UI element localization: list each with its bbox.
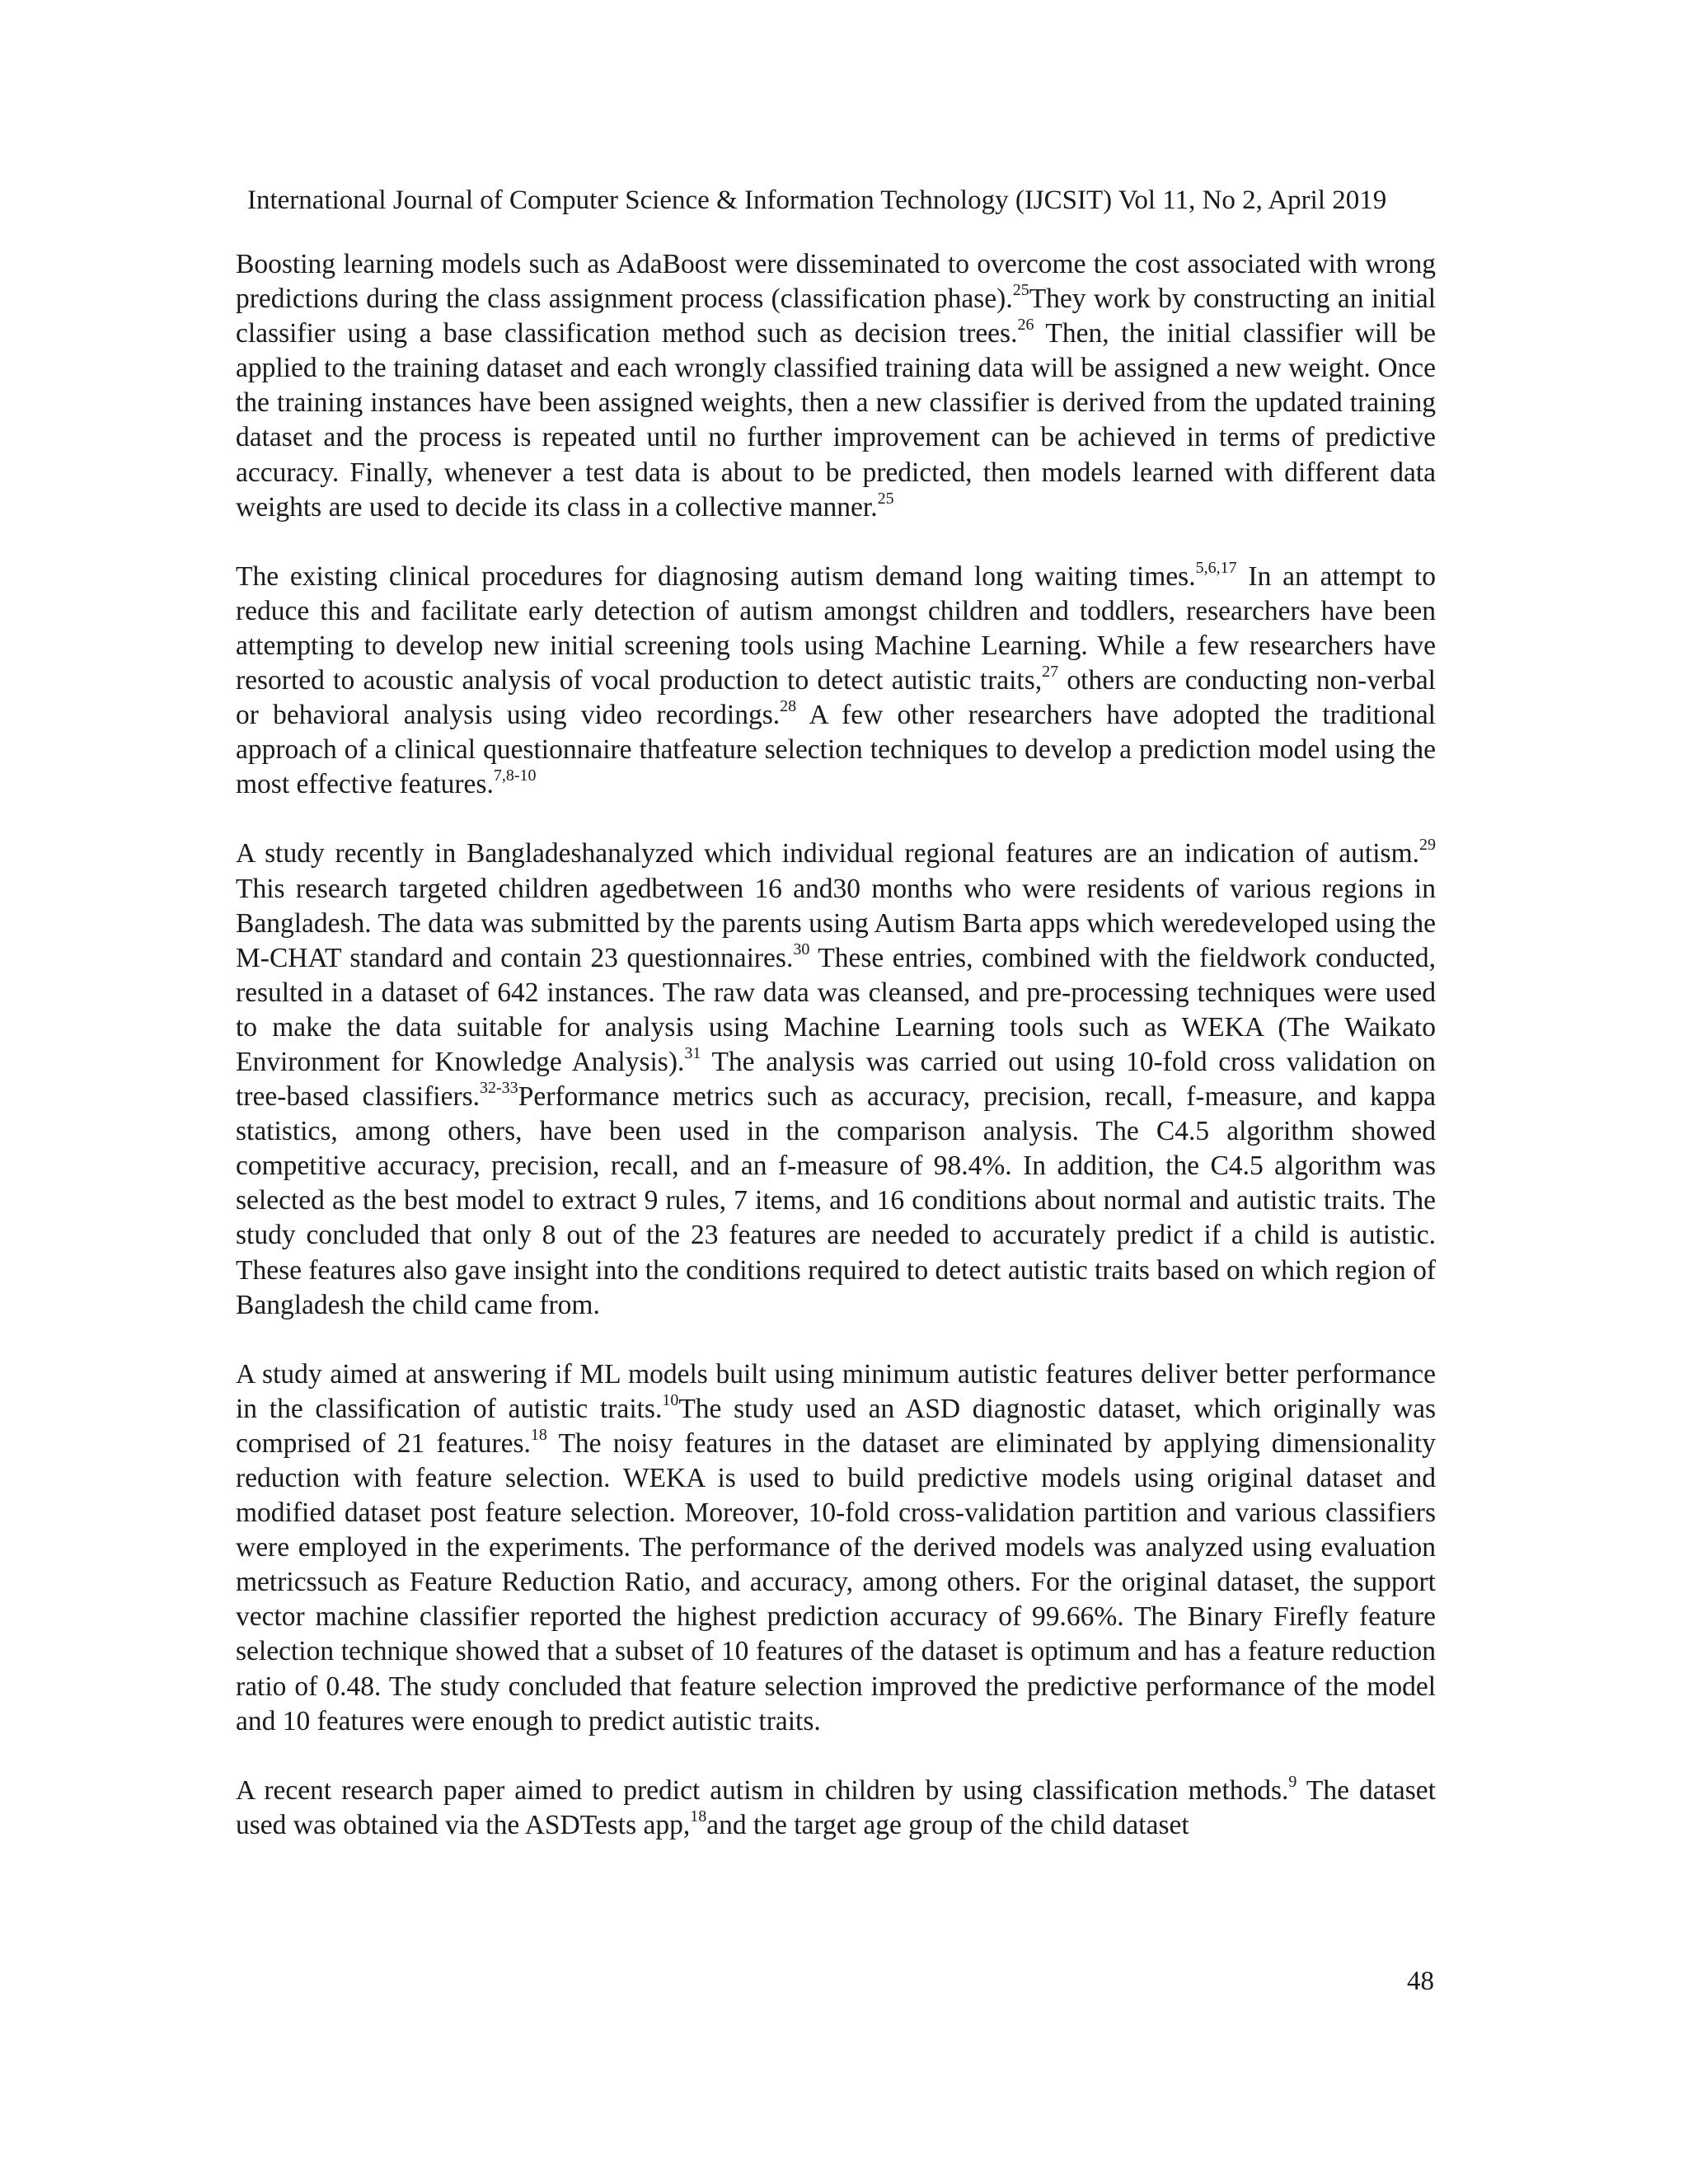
- paragraph-text: others are conducting non-verbal or behavioral analysis using video recordings.: [236, 665, 1436, 731]
- paragraph-text: The noisy features in the dataset are eliminated by applying dimensionality reduction with feature selection. WEKA is used to build predictive models using original dataset and modified dataset post feature selection. Moreover, 10-fold cross-validation partition and various classifiers were employed in the experiments. The performance of the derived models was analyzed using evaluation metricssuch as Feature Reduction Ratio, and accuracy, among others. For the original dataset, the support vector machine classifier reported the highest prediction accuracy of 99.66%. The Binary Firefly feature selection technique showed that a subset of 10 features of the dataset is optimum and has a feature reduction ratio of 0.48. The study concluded that feature selection improved the predictive performance of the model and 10 features were enough to predict autistic traits.: [236, 1427, 1437, 1736]
- article-body: [236, 247, 1436, 1843]
- citation-superscript: 25: [877, 489, 894, 508]
- paragraph-text: Performance metrics such as accuracy, precision, recall, f-measure, and kappa statistics, among others, have been used in the comparison analysis. The C4.5 algorithm showed competitive accuracy, precision, recall, and an f-measure of 98.4%. In addition, the C4.5 algorithm was selected as the best model to extract 9 rules, 7 items, and 16 conditions about normal and autistic traits. The study concluded that only 8 out of the 23 features are needed to accurately predict if a child is autistic. These features also gave insight into the conditions required to detect autistic traits based on which region of Bangladesh the child came from.: [236, 1081, 1436, 1320]
- paragraph-text: The analysis was carried out using 10-fold cross validation on tree-based classifiers.: [236, 1046, 1436, 1113]
- paragraph-text: This research targeted children agedbetween 16 and30 months who were residents of various regions in Bangladesh. The data was submitted by the parents using Autism Barta apps which weredeveloped using the M-CHAT standard and contain 23 questionnaires.: [236, 873, 1436, 973]
- paragraph: [236, 1774, 1436, 1843]
- citation-superscript: 26: [1017, 316, 1034, 335]
- paragraph-text: A study aimed at answering if ML models built using minimum autistic features deliver better performance in the classification of autistic traits.: [236, 1358, 1436, 1424]
- paragraph: [236, 247, 1436, 525]
- paragraph: [236, 837, 1436, 1322]
- paragraph: [236, 560, 1436, 803]
- citation-superscript: 7,8-10: [493, 766, 537, 785]
- citation-superscript: 9: [1288, 1772, 1297, 1791]
- paragraph-text: The existing clinical procedures for diagnosing autism demand long waiting times.: [236, 560, 1196, 592]
- citation-superscript: 31: [684, 1043, 701, 1062]
- citation-superscript: 18: [690, 1807, 707, 1825]
- paragraph-text: and the target age group of the child dataset: [706, 1809, 1189, 1840]
- paragraph-text: A few other researchers have adopted the traditional approach of a clinical questionnaire thatfeature selection techniques to develop a prediction model using the most effective features.: [236, 700, 1436, 800]
- citation-superscript: 32-33: [480, 1079, 518, 1098]
- citation-superscript: 18: [530, 1425, 547, 1444]
- journal-header: International Journal of Computer Science & Information Technology (IJCSIT) Vol 11, No 2, April 2019: [247, 185, 1387, 215]
- citation-superscript: 27: [1042, 663, 1059, 682]
- paragraph-text: A recent research paper aimed to predict autism in children by using classification methods.: [236, 1774, 1289, 1806]
- paragraph-text: They work by constructing an initial classifier using a base classification method such as decision trees.: [236, 284, 1436, 349]
- citation-superscript: 5,6,17: [1195, 558, 1237, 577]
- paragraph-text: The study used an ASD diagnostic dataset, which originally was comprised of 21 features.: [236, 1393, 1436, 1459]
- paragraph-text: The dataset used was obtained via the ASDTests app,: [236, 1774, 1436, 1840]
- citation-superscript: 10: [662, 1390, 679, 1409]
- paragraph-text: In an attempt to reduce this and facilitate early detection of autism amongst children and toddlers, researchers have been attempting to develop new initial screening tools using Machine Learning. While a few researchers have resorted to acoustic analysis of vocal production to detect autistic traits,: [236, 560, 1436, 696]
- page-number: 48: [1407, 1966, 1434, 1996]
- citation-superscript: 25: [1012, 281, 1029, 300]
- paragraph: [236, 1357, 1436, 1739]
- paragraph-text: These entries, combined with the fieldwork conducted, resulted in a dataset of 642 instances. The raw data was cleansed, and pre-processing techniques were used to make the data suitable for analysis using Machine Learning tools such as WEKA (The Waikato Environment for Knowledge Analysis).: [236, 942, 1436, 1077]
- citation-superscript: 30: [793, 940, 810, 958]
- paragraph-text: Boosting learning models such as AdaBoost were disseminated to overcome the cost associated with wrong predictions during the class assignment process (classification phase).: [236, 249, 1436, 315]
- paragraph-text: A study recently in Bangladeshanalyzed which individual regional features are an indication of autism.: [236, 838, 1419, 869]
- citation-superscript: 29: [1419, 836, 1436, 855]
- citation-superscript: 28: [780, 697, 797, 716]
- paragraph-text: Then, the initial classifier will be applied to the training dataset and each wrongly classified training data will be assigned a new weight. Once the training instances have been assigned weights, then a new classifier is derived from the updated training dataset and the process is repeated until no further improvement can be achieved in terms of predictive accuracy. Finally, whenever a test data is about to be predicted, then models learned with different data weights are used to decide its class in a collective manner.: [236, 318, 1436, 523]
